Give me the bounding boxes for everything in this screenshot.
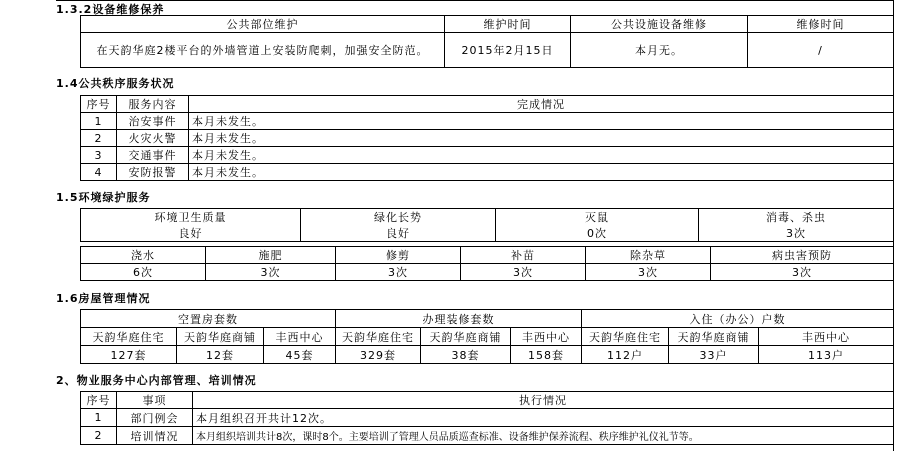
section-title-environment: 1.5环境绿护服务	[56, 191, 151, 204]
sub-header: 丰西中心	[759, 328, 894, 346]
cell: 治安事件	[117, 113, 189, 130]
table-row	[81, 164, 894, 181]
sub-header: 丰西中心	[511, 328, 582, 346]
top-border	[56, 0, 894, 1]
environment-top-table	[80, 208, 894, 242]
sub-header: 天韵华庭商铺	[177, 328, 264, 346]
section-title-order: 1.4公共秩序服务状况	[56, 77, 175, 90]
cell: 1	[81, 409, 117, 427]
header-cell: 修剪	[336, 247, 461, 264]
cell: 38套	[421, 346, 511, 364]
header-cell: 公共部位维护	[81, 16, 445, 33]
header-cell: 公共设施设备维修	[571, 16, 748, 33]
header-cell: 浇水	[81, 247, 206, 264]
section-title-housing: 1.6房屋管理情况	[56, 292, 151, 305]
cell: 112户	[582, 346, 669, 364]
section-title-equipment: 1.3.2设备维修保养	[56, 3, 165, 16]
section-title-internal: 2、物业服务中心内部管理、培训情况	[56, 374, 257, 387]
cell: 329套	[336, 346, 421, 364]
cell: 33户	[669, 346, 759, 364]
header-cell: 病虫害预防	[711, 247, 894, 264]
header-cell: 补苗	[461, 247, 586, 264]
cell: 113户	[759, 346, 894, 364]
cell: 火灾火警	[117, 130, 189, 147]
header-cell: 维护时间	[445, 16, 571, 33]
sub-header: 天韵华庭商铺	[669, 328, 759, 346]
sub-header: 天韵华庭住宅	[336, 328, 421, 346]
cell: 6次	[81, 264, 206, 281]
cell: 交通事件	[117, 147, 189, 164]
housing-table	[80, 309, 894, 364]
group-header: 入住（办公）户数	[582, 310, 894, 328]
cell: 本月未发生。	[189, 147, 894, 164]
cell: 本月未发生。	[189, 164, 894, 181]
cell: 3次	[586, 264, 711, 281]
cell: 4	[81, 164, 117, 181]
cell: 127套	[81, 346, 177, 364]
table-row	[81, 427, 894, 445]
cell: 安防报警	[117, 164, 189, 181]
order-table	[80, 95, 894, 181]
cell: 培训情况	[117, 427, 193, 445]
group-header: 空置房套数	[81, 310, 336, 328]
header-cell: 施肥	[206, 247, 336, 264]
cell: 12套	[177, 346, 264, 364]
header-cell: 除杂草	[586, 247, 711, 264]
table-row	[81, 147, 894, 164]
header-cell: 完成情况	[189, 96, 894, 113]
equipment-table	[80, 15, 894, 68]
header-cell: 绿化长势	[301, 209, 496, 226]
header-cell: 消毒、杀虫	[699, 209, 894, 226]
cell: 158套	[511, 346, 582, 364]
cell: 0次	[496, 225, 699, 242]
sub-header: 天韵华庭住宅	[582, 328, 669, 346]
table-row	[81, 130, 894, 147]
cell: 3	[81, 147, 117, 164]
group-header: 办理装修套数	[336, 310, 582, 328]
environment-bottom-table	[80, 246, 894, 281]
cell: 本月未发生。	[189, 113, 894, 130]
sub-header: 天韵华庭住宅	[81, 328, 177, 346]
cell: 在天韵华庭2楼平台的外墙管道上安装防爬刺，加强安全防范。	[81, 33, 445, 68]
cell: 45套	[264, 346, 336, 364]
cell: 本月组织召开共计12次。	[193, 409, 894, 427]
cell: 3次	[206, 264, 336, 281]
cell: 3次	[461, 264, 586, 281]
header-cell: 环境卫生质量	[81, 209, 301, 226]
internal-table	[80, 391, 894, 445]
cell: 部门例会	[117, 409, 193, 427]
header-cell: 服务内容	[117, 96, 189, 113]
sub-header: 天韵华庭商铺	[421, 328, 511, 346]
cell: 2	[81, 130, 117, 147]
cell: /	[748, 33, 894, 68]
cell: 3次	[711, 264, 894, 281]
cell: 1	[81, 113, 117, 130]
header-cell: 事项	[117, 392, 193, 409]
cell: 良好	[81, 225, 301, 242]
cell: 2015年2月15日	[445, 33, 571, 68]
header-cell: 序号	[81, 392, 117, 409]
header-cell: 执行情况	[193, 392, 894, 409]
cell: 3次	[699, 225, 894, 242]
cell: 良好	[301, 225, 496, 242]
cell: 本月未发生。	[189, 130, 894, 147]
header-cell: 维修时间	[748, 16, 894, 33]
header-cell: 序号	[81, 96, 117, 113]
cell: 本月组织培训共计8次，课时8个。主要培训了管理人员品质巡查标准、设备维护保养流程、秩序维护礼仪礼节等。	[193, 427, 894, 445]
cell: 3次	[336, 264, 461, 281]
table-row	[81, 113, 894, 130]
header-cell: 灭鼠	[496, 209, 699, 226]
table-row	[81, 409, 894, 427]
cell: 本月无。	[571, 33, 748, 68]
sub-header: 丰西中心	[264, 328, 336, 346]
cell: 2	[81, 427, 117, 445]
